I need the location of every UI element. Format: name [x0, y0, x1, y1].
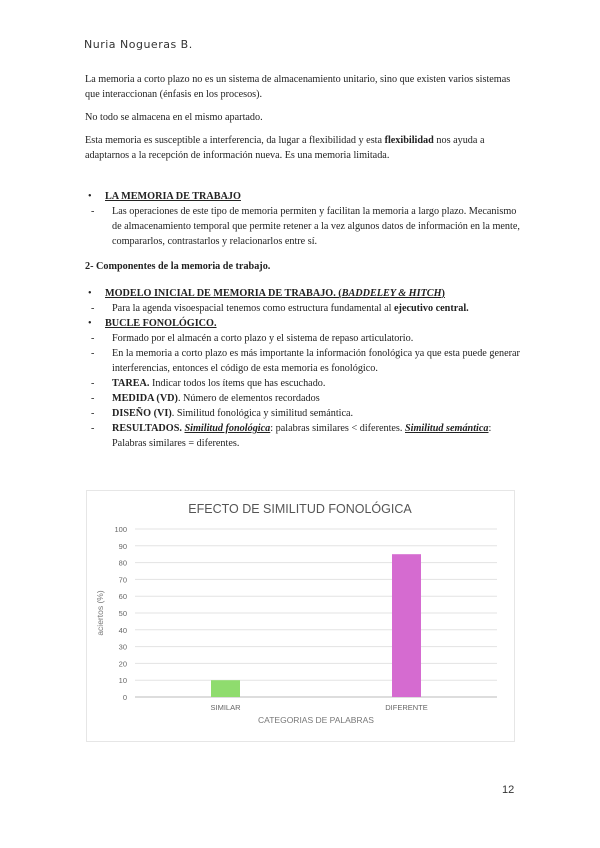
y-tick-label: 100 [114, 525, 127, 534]
loop-item-1-text: Formado por el almacén a corto plazo y el sistema de repaso articulatorio. [112, 333, 414, 344]
document-body [85, 72, 525, 451]
bullet-icon: • [88, 318, 92, 329]
intro-paragraph-1: La memoria a corto plazo no es un sistema de almacenamiento unitario, sino que existen varios sistemas que interaccionan (énfasis en los procesos). [85, 74, 511, 100]
loop-task [85, 376, 525, 391]
intro-p3-bold: flexibilidad [384, 135, 434, 146]
design-label: DISEÑO (VI) [112, 408, 172, 419]
results-text-2: : Palabras similares = diferentes. [112, 423, 492, 449]
y-tick-label: 60 [118, 592, 127, 602]
working-memory-heading [85, 189, 525, 204]
y-tick-label: 90 [118, 541, 127, 551]
x-tick-label: DIFERENTE [385, 703, 428, 712]
y-tick-label: 0 [122, 693, 127, 702]
y-tick-label: 20 [118, 659, 127, 669]
bar-diferente [392, 554, 421, 697]
y-tick-label: 70 [118, 575, 127, 585]
working-memory-text: Las operaciones de este tipo de memoria permiten y facilitan la memoria a largo plazo. Mecanismo de almacenamiento temporal que permite retener a la vez algunos datos de información en la mente, compararlos, contrastarlos y relacionarlos entre sí. [112, 206, 520, 247]
bar-chart [86, 490, 515, 742]
working-memory-title: LA MEMORIA DE TRABAJO [105, 191, 241, 202]
dash-icon: - [91, 303, 95, 314]
y-tick-label: 80 [118, 558, 127, 568]
loop-item-2-text: En la memoria a corto plazo es más importante la información fonológica ya que esta puede generar interferencias, entonces el código de esta memoria es fonológico. [112, 348, 520, 374]
design-text: . Similitud fonológica y similitud semántica. [171, 408, 354, 419]
results-text-1: : palabras similares < diferentes. [270, 423, 405, 434]
dash-icon: - [91, 408, 95, 419]
dash-icon: - [91, 423, 95, 434]
task-label: TAREA. [112, 378, 150, 389]
y-axis-label: aciertos (%) [95, 590, 105, 636]
working-memory-item [85, 204, 525, 249]
chart-svg [87, 491, 514, 741]
results-label: RESULTADOS. [112, 423, 182, 434]
intro-paragraph-3 [85, 133, 525, 163]
page-number: 12 [502, 784, 515, 796]
bullet-icon: • [88, 288, 92, 299]
author-name: Nuria Nogueras B. [84, 38, 193, 51]
bullet-icon: • [88, 191, 92, 202]
bar-similar [211, 680, 240, 697]
model-title-a: MODELO INICIAL DE MEMORIA DE TRABAJO. ( [105, 288, 342, 299]
model-item-text: Para la agenda visoespacial tenemos como estructura fundamental al [112, 303, 395, 314]
chart-title: EFECTO DE SIMILITUD FONOLÓGICA [188, 502, 412, 516]
x-axis-label: CATEGORIAS DE PALABRAS [258, 715, 374, 725]
intro-p3-text: Esta memoria es susceptible a interferencia, da lugar a flexibilidad y esta [85, 135, 385, 146]
loop-heading [85, 316, 525, 331]
y-tick-label: 30 [118, 642, 127, 652]
dash-icon: - [91, 378, 95, 389]
measure-text: . Número de elementos recordados [177, 393, 320, 404]
model-title-c: ) [441, 288, 445, 299]
dash-icon: - [91, 393, 95, 404]
loop-item-2 [85, 346, 525, 376]
y-tick-label: 40 [118, 625, 127, 635]
x-tick-label: SIMILAR [210, 703, 241, 712]
model-title-authors: BADDELEY & HITCH [341, 288, 442, 299]
loop-title: BUCLE FONOLÓGICO. [105, 318, 217, 329]
results-term-1: Similitud fonológica [184, 423, 271, 434]
measure-label: MEDIDA (VD) [112, 393, 178, 404]
dash-icon: - [91, 348, 95, 359]
model-heading [85, 286, 525, 301]
model-item [85, 301, 525, 316]
dash-icon: - [91, 206, 95, 217]
task-text: Indicar todos los ítems que has escuchado. [149, 378, 326, 389]
dash-icon: - [91, 333, 95, 344]
model-item-bold: ejecutivo central. [394, 303, 469, 314]
loop-item-1 [85, 331, 525, 346]
intro-paragraph-2: No todo se almacena en el mismo apartado. [85, 112, 263, 123]
section-2-title: 2- Componentes de la memoria de trabajo. [85, 261, 271, 272]
y-tick-label: 50 [118, 609, 127, 618]
loop-results [85, 421, 525, 451]
results-term-2: Similitud semántica [405, 423, 489, 434]
loop-measure [85, 391, 525, 406]
intro-p3-rest: nos ayuda a adaptarnos a la recepción de información nueva. Es una memoria limitada. [85, 135, 485, 161]
y-tick-label: 10 [118, 676, 127, 686]
loop-design [85, 406, 525, 421]
